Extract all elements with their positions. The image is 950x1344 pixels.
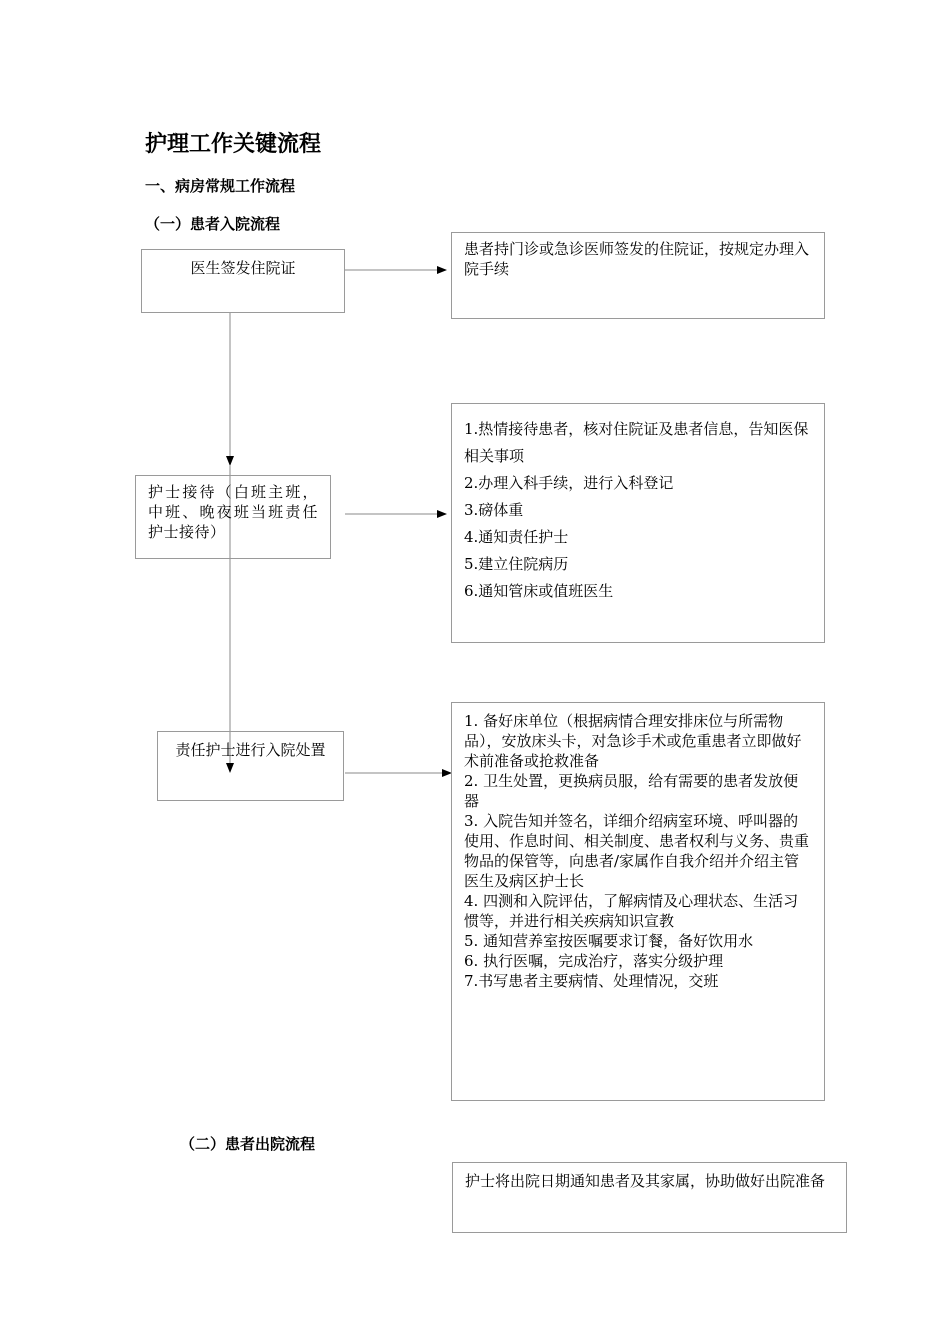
list-item: 6. 执行医嘱，完成治疗，落实分级护理	[464, 952, 724, 970]
subsection-heading-admission: （一）患者入院流程	[145, 215, 281, 233]
list-item: 4. 四测和入院评估，了解病情及心理状态、生活习惯等，并进行相关疾病知识宣教	[464, 892, 799, 930]
step3-label: 责任护士进行入院处置	[175, 741, 326, 759]
step2-detail-box	[451, 403, 825, 643]
step1-box	[141, 249, 345, 313]
step2-label: 护士接待（白班主班，中班、晚夜班当班责任护士接待）	[148, 483, 318, 541]
subsection-heading-discharge: （二）患者出院流程	[180, 1135, 316, 1153]
list-item: 1.热情接待患者，核对住院证及患者信息，告知医保相关事项	[464, 420, 809, 465]
step2-detail-list	[464, 416, 812, 605]
section-heading: 一、病房常规工作流程	[145, 177, 296, 195]
list-item: 6.通知管床或值班医生	[464, 582, 614, 600]
step1-label: 医生签发住院证	[190, 259, 296, 277]
step3-box	[157, 731, 344, 801]
discharge-step1-text: 护士将出院日期通知患者及其家属，协助做好出院准备	[465, 1172, 826, 1190]
step2-box	[135, 475, 331, 559]
list-item: 1. 备好床单位（根据病情合理安排床位与所需物品），安放床头卡，对急诊手术或危重患者立即做好术前准备或抢救准备	[464, 712, 802, 770]
list-item: 5. 通知营养室按医嘱要求订餐，备好饮用水	[464, 932, 754, 950]
list-item: 3.磅体重	[464, 501, 524, 519]
discharge-step1-detail-box	[452, 1162, 847, 1233]
list-item: 2.办理入科手续，进行入科登记	[464, 474, 674, 492]
list-item: 5.建立住院病历	[464, 555, 569, 573]
list-item: 7.书写患者主要病情、处理情况，交班	[464, 972, 719, 990]
step3-detail-box	[451, 702, 825, 1101]
list-item: 2. 卫生处置，更换病员服，给有需要的患者发放便器	[464, 772, 799, 810]
step1-detail-text: 患者持门诊或急诊医师签发的住院证，按规定办理入院手续	[464, 240, 810, 278]
page-title: 护理工作关键流程	[145, 132, 322, 157]
list-item: 3. 入院告知并签名，详细介绍病室环境、呼叫器的使用、作息时间、相关制度、患者权利与义务、贵重物品的保管等，向患者/家属作自我介绍并介绍主管医生及病区护士长	[464, 812, 810, 890]
step3-detail-list	[464, 711, 812, 991]
list-item: 4.通知责任护士	[464, 528, 569, 546]
step1-detail-box	[451, 232, 825, 319]
